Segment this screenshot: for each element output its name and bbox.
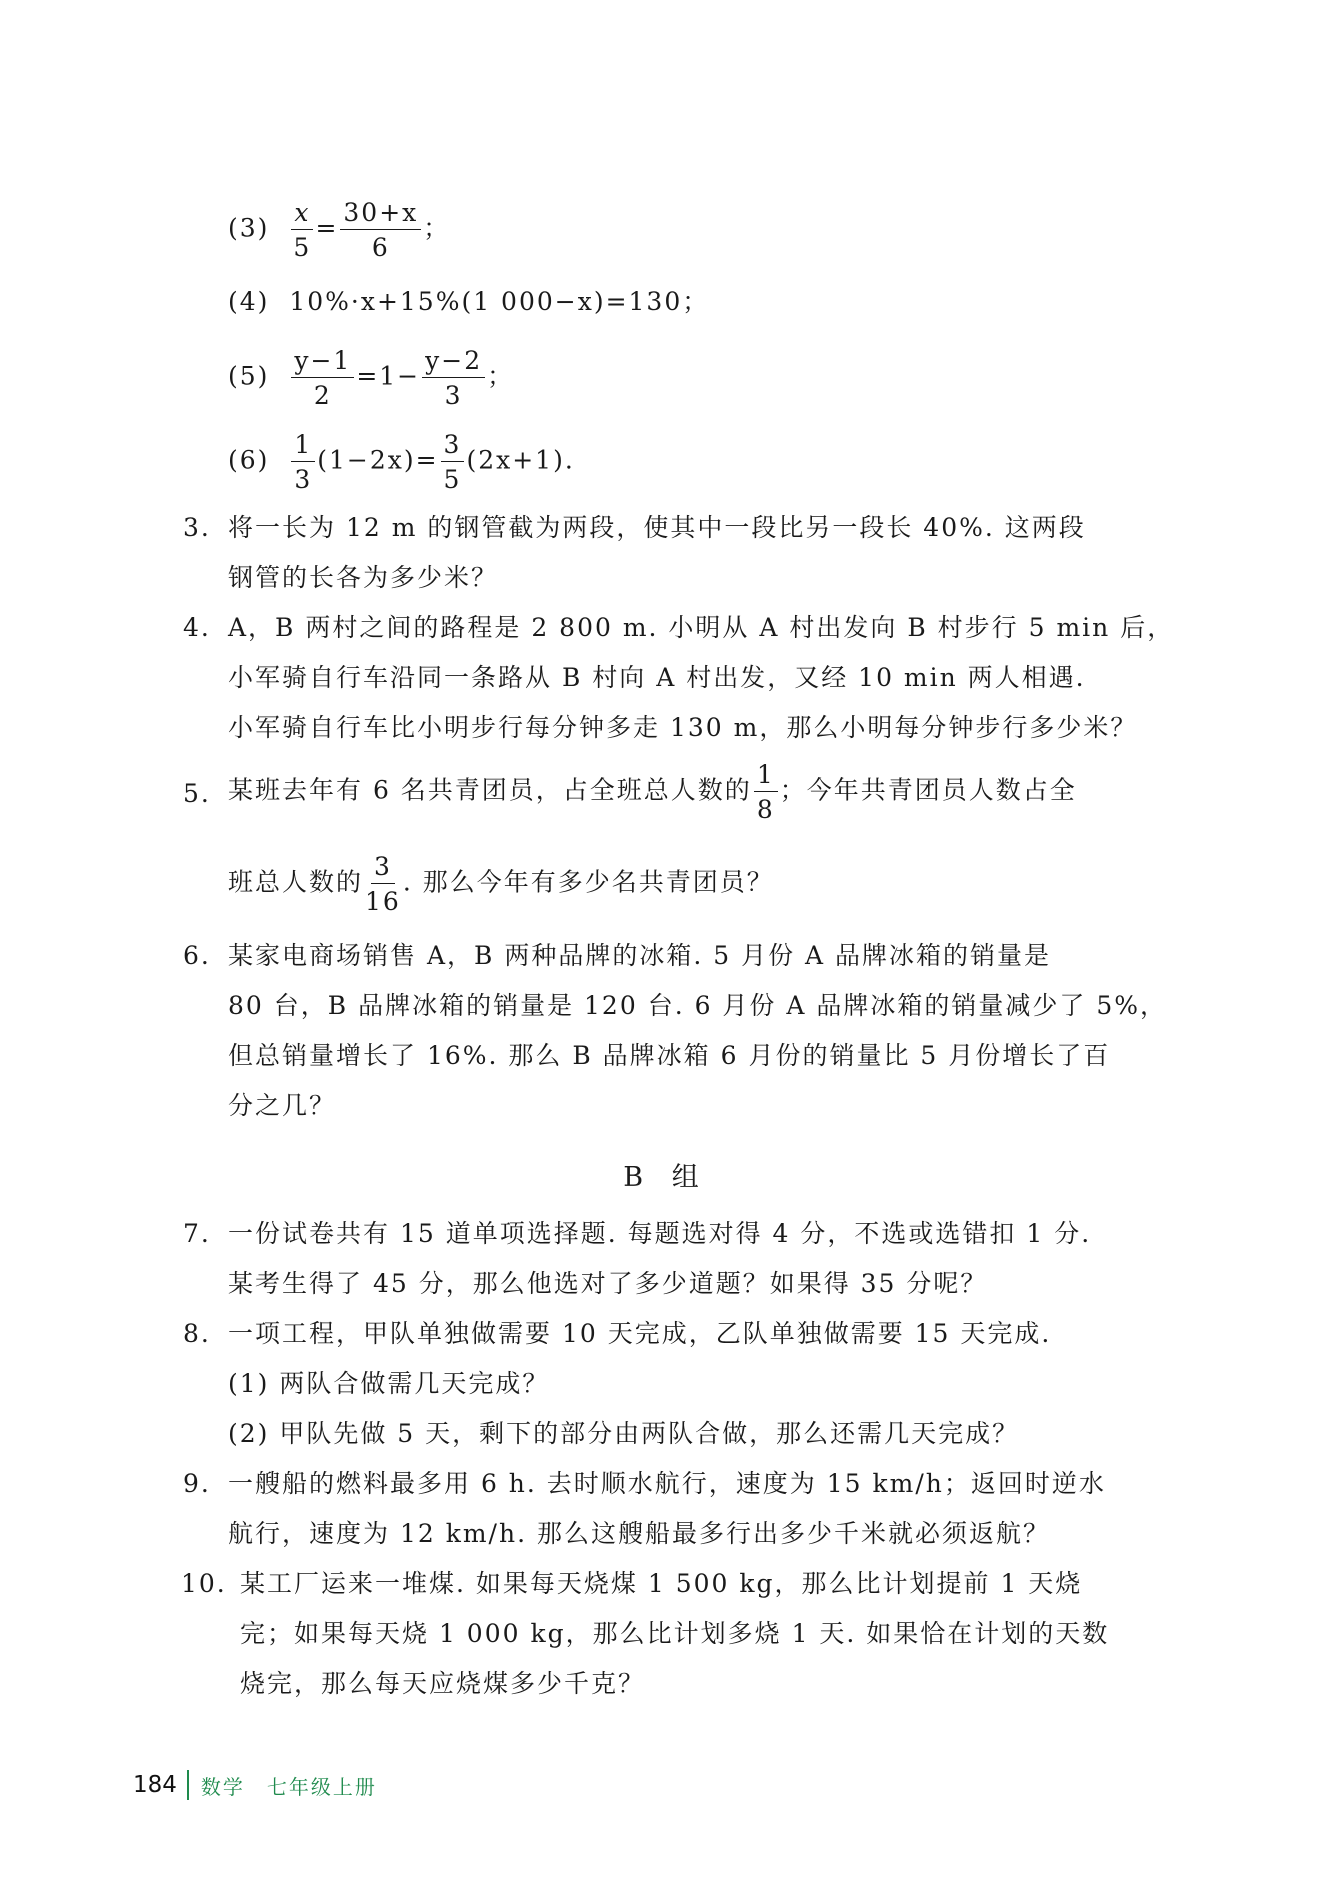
page-number: 184 xyxy=(133,1772,177,1798)
problem-text: 一份试卷共有 15 道单项选择题. 每题选对得 4 分，不选或选错扣 1 分. xyxy=(228,1219,1092,1248)
fraction: $\frac{3}{16}$ xyxy=(365,852,401,916)
footer-divider xyxy=(187,1770,189,1800)
problem-text: 班总人数的 $\frac{3}{16}$ . 那么今年有多少名共青团员？ xyxy=(228,852,774,916)
equation-label: (3) xyxy=(228,213,270,243)
problem-text: 烧完，那么每天应烧煤多少千克？ xyxy=(240,1669,646,1698)
problem-text: 某家电商场销售 A，B 两种品牌的冰箱. 5 月份 A 品牌冰箱的销量是 xyxy=(228,941,1052,970)
equation-4 xyxy=(228,286,709,318)
problem-number: 9. xyxy=(183,1469,211,1498)
equation-label: (5) xyxy=(228,361,270,391)
fraction: $\frac{30+x}{6}$ xyxy=(340,200,421,260)
problem-number: 7. xyxy=(183,1219,211,1248)
problem-text: 某考生得了 45 分，那么他选对了多少道题？如果得 35 分呢？ xyxy=(228,1269,988,1298)
equation-3: (3) $\frac{x}{5}$ = $\frac{30+x}{6}$ ； xyxy=(228,198,451,262)
problem-text: 但总销量增长了 16%. 那么 B 品牌冰箱 6 月份的销量比 5 月份增长了百 xyxy=(228,1041,1111,1070)
problem-text: 航行，速度为 12 km/h. 那么这艘船最多行出多少千米就必须返航？ xyxy=(228,1519,1050,1548)
fraction: $\frac{y-1}{2}$ xyxy=(291,348,354,408)
subject-label: 数学 xyxy=(200,1774,245,1799)
problem-number: 3. xyxy=(183,513,211,542)
fraction: $\frac{1}{8}$ xyxy=(754,762,778,822)
equation-label: (6) xyxy=(228,445,270,475)
book-title xyxy=(201,1771,399,1800)
problem-text: 80 台，B 品牌冰箱的销量是 120 台. 6 月份 A 品牌冰箱的销量减少了 5%， xyxy=(228,991,1167,1020)
equation-6: (6) $\frac{1}{3}$ (1−2x)= $\frac{3}{5}$ (2x+1). xyxy=(228,430,575,494)
fraction: $\frac{y-2}{3}$ xyxy=(422,348,485,408)
problem-text: 小军骑自行车沿同一条路从 B 村向 A 村出发，又经 10 min 两人相遇. xyxy=(228,663,1086,692)
section-heading: B 组 xyxy=(623,1162,709,1193)
fraction: $\frac{1}{3}$ xyxy=(291,432,315,492)
problem-number: 8. xyxy=(183,1319,211,1348)
fraction: $\frac{x}{5}$ xyxy=(291,200,313,260)
problem-text: 分之几？ xyxy=(228,1091,337,1120)
problem-number: 10. xyxy=(181,1569,227,1598)
problem-text: 完；如果每天烧 1 000 kg，那么比计划多烧 1 天. 如果恰在计划的天数 xyxy=(240,1619,1110,1648)
problem-text: 钢管的长各为多少米？ xyxy=(228,563,499,592)
problem-text: 一项工程，甲队单独做需要 10 天完成，乙队单独做需要 15 天完成. xyxy=(228,1319,1052,1348)
problem-number: 5. xyxy=(183,779,211,808)
problem-text: 小军骑自行车比小明步行每分钟多走 130 m，那么小明每分钟步行多少米？ xyxy=(228,713,1138,742)
sub-question: (2) 甲队先做 5 天，剩下的部分由两队合做，那么还需几天完成？ xyxy=(228,1419,1020,1448)
equation-label: (4) xyxy=(228,287,270,316)
sub-question: (1) 两队合做需几天完成？ xyxy=(228,1369,550,1398)
problem-text: 将一长为 12 m 的钢管截为两段，使其中一段比另一段长 40%. 这两段 xyxy=(228,513,1086,542)
fraction: $\frac{3}{5}$ xyxy=(441,432,465,492)
problem-text: A，B 两村之间的路程是 2 800 m. 小明从 A 村出发向 B 村步行 5 min 后， xyxy=(228,613,1175,642)
page-footer xyxy=(133,1770,399,1800)
equation-5: (5) $\frac{y-1}{2}$ =1− $\frac{y-2}{3}$ ； xyxy=(228,346,515,410)
problem-text: 某班去年有 6 名共青团员，占全班总人数的 $\frac{1}{8}$ ；今年共青团员人数占全 xyxy=(228,760,1077,824)
problem-number: 4. xyxy=(183,613,211,642)
problem-text: 一艘船的燃料最多用 6 h. 去时顺水航行，速度为 15 km/h；返回时逆水 xyxy=(228,1469,1106,1498)
grade-label: 七年级上册 xyxy=(266,1774,377,1799)
problem-text: 某工厂运来一堆煤. 如果每天烧煤 1 500 kg，那么比计划提前 1 天烧 xyxy=(240,1569,1083,1598)
problem-number: 6. xyxy=(183,941,211,970)
equation-text: 10%·x+15%(1 000−x)=130； xyxy=(289,287,710,316)
